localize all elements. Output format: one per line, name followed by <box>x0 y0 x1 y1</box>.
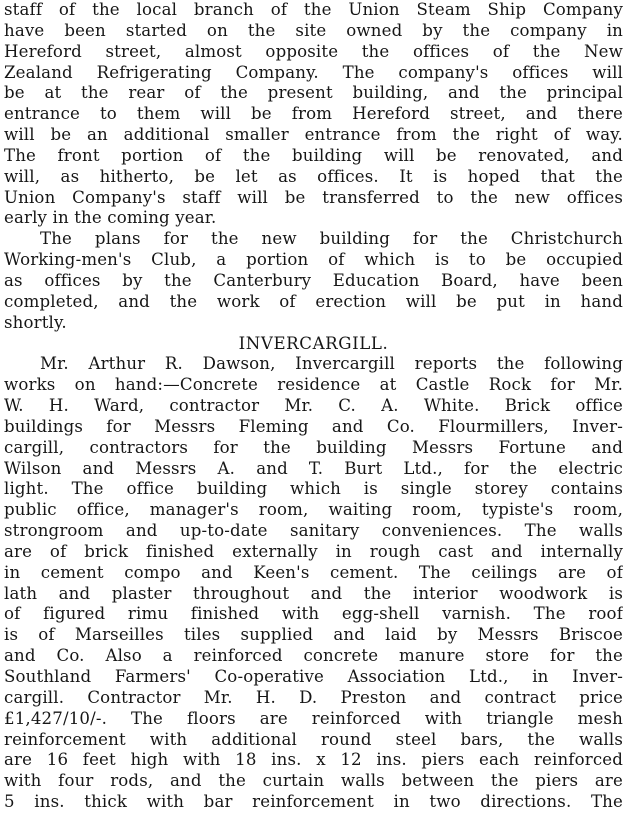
text-line: as offices by the Canterbury Education Board, have been <box>4 270 623 290</box>
text-line: £1,427/10/-. The floors are reinforced with triangle mesh <box>4 708 623 728</box>
text-line: and Co. Also a reinforced concrete manure store for the <box>4 646 623 666</box>
text-line: will, as hitherto, be let as offices. It is hoped that the <box>4 166 623 186</box>
text-line: be at the rear of the present building, and the principal <box>4 83 623 103</box>
text-line: Hereford street, almost opposite the offices of the New <box>4 41 623 61</box>
text-line: are of brick finished externally in rough cast and internally <box>4 541 623 561</box>
text-line: public office, manager's room, waiting room, typiste's room, <box>4 500 623 520</box>
paragraph-workingmens-club <box>4 229 623 333</box>
text-line: are 16 feet high with 18 ins. x 12 ins. piers each reinforced <box>4 750 623 770</box>
text-line: cargill, contractors for the building Messrs Fortune and <box>4 437 623 457</box>
text-line: shortly. <box>4 312 67 332</box>
text-line: entrance to them will be from Hereford street, and there <box>4 104 623 124</box>
text-line: is of Marseilles tiles supplied and laid by Messrs Briscoe <box>4 625 623 645</box>
text-line: of figured rimu finished with egg-shell varnish. The roof <box>4 604 623 624</box>
text-line: The front portion of the building will be renovated, and <box>4 145 623 165</box>
article-page <box>4 0 623 813</box>
text-line: reinforcement with additional round steel bars, the walls <box>4 729 623 749</box>
text-line: Union Company's staff will be transferred to the new offices <box>4 187 623 207</box>
text-line: have been started on the site owned by the company in <box>4 20 623 40</box>
text-line: buildings for Messrs Fleming and Co. Flourmillers, Inver- <box>4 416 623 436</box>
text-line: early in the coming year. <box>4 208 217 228</box>
text-line: lath and plaster throughout and the interior woodwork is <box>4 583 623 603</box>
text-line: Southland Farmers' Co-operative Association Ltd., in Inver- <box>4 667 623 686</box>
text-line: Wilson and Messrs A. and T. Burt Ltd., for the electric <box>4 458 623 478</box>
text-line: light. The office building which is single storey contains <box>4 479 623 499</box>
text-line: in cement compo and Keen's cement. The ceilings are of <box>4 562 623 582</box>
section-heading: INVERCARGILL. <box>238 333 389 353</box>
text-line: 5 ins. thick with bar reinforcement in two directions. The <box>4 792 623 812</box>
text-line: Mr. Arthur R. Dawson, Invercargill reports the following <box>40 354 623 374</box>
text-line: strongroom and up-to-date sanitary conveniences. The walls <box>4 521 623 541</box>
text-line: cargill. Contractor Mr. H. D. Preston and contract price <box>4 687 623 707</box>
text-line: works on hand:—Concrete residence at Castle Rock for Mr. <box>4 375 623 395</box>
text-line: staff of the local branch of the Union Steam Ship Company <box>4 0 623 19</box>
text-line: will be an additional smaller entrance from the right of way. <box>4 125 623 145</box>
text-line: with four rods, and the curtain walls between the piers are <box>4 771 623 791</box>
paragraph-invercargill-works <box>4 354 623 813</box>
text-line: The plans for the new building for the Christchurch <box>40 229 623 249</box>
text-line: Zealand Refrigerating Company. The company's offices will <box>4 62 623 82</box>
text-line: W. H. Ward, contractor Mr. C. A. White. Brick office <box>4 396 623 416</box>
paragraph-union-steam-ship <box>4 0 623 229</box>
text-line: completed, and the work of erection will be put in hand <box>4 291 623 311</box>
text-line: Working-men's Club, a portion of which is to be occupied <box>4 250 623 270</box>
